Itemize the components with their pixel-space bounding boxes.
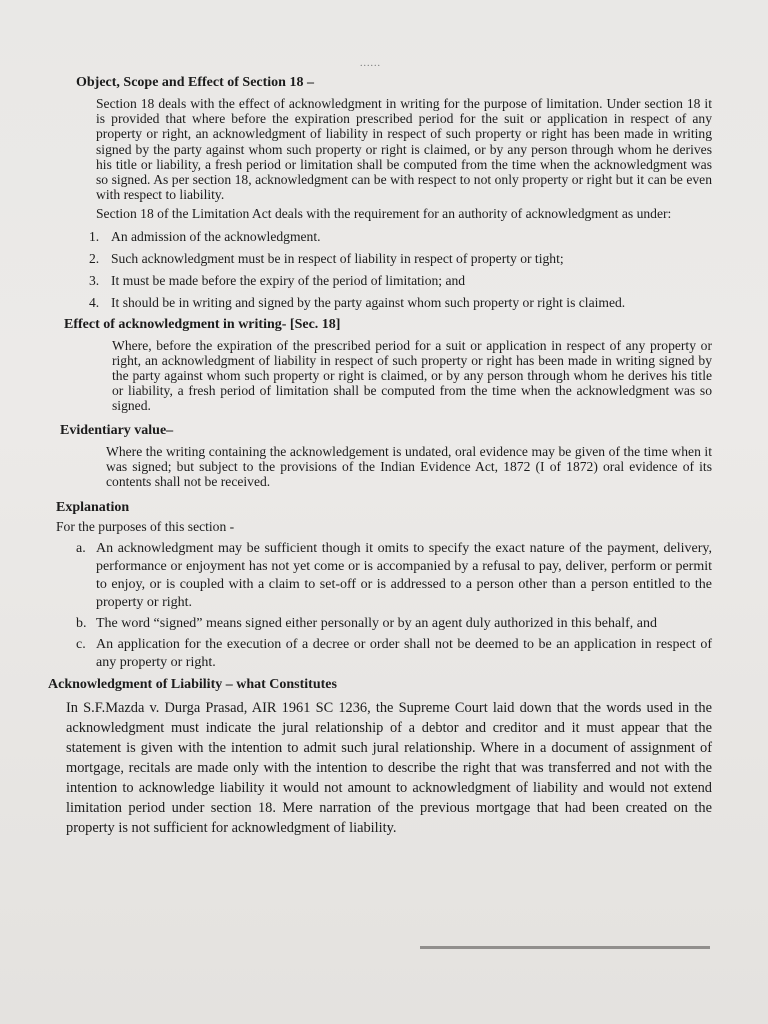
section-heading-effect: Effect of acknowledgment in writing- [Sec. 18] (64, 316, 341, 332)
list-item: a. An acknowledgment may be sufficient though it omits to specify the exact nature of the payment, delivery, performance or enjoyment has not yet come or is accompanied by a refusal to pay, deliver, perform or permit to enjoy, or is coupled with a claim to set-off or is addressed to a person other than a person entitled to the property or right. (76, 541, 712, 611)
requirements-list (56, 226, 712, 314)
page-top-mark: ...... (360, 58, 381, 69)
list-item: 4. It should be in writing and signed by the party against whom such property or right is claimed. (89, 294, 626, 310)
list-item: 2. Such acknowledgment must be in respect of liability in respect of property or tight; (89, 250, 564, 266)
section-paragraph: In S.F.Mazda v. Durga Prasad, AIR 1961 SC 1236, the Supreme Court laid down that the words used in the acknowledgment must indicate the jural relationship of a debtor and creditor and it must appear that the statement is given with the intention to admit such jural relationship. Where in a document of assignment of mortgage, recitals are made only with the intention to describe the right that was transferred and not with the intention to acknowledge liability it would not amount to acknowledgment of liability and would not extend limitation period under section 18. Mere narration of the previous mortgage that had been created on the property is not sufficient for acknowledgment of liability. (66, 700, 712, 837)
list-item: 3. It must be made before the expiry of the period of limitation; and (89, 272, 466, 288)
list-item: 1. An admission of the acknowledgment. (89, 228, 321, 244)
bottom-rule (420, 946, 710, 949)
section-paragraph: Section 18 deals with the effect of acknowledgment in writing for the purpose of limitation. Under section 18 it is provided that where before the expiration prescribed period for the suit or application in respect of any property or right, an acknowledgment of liability in respect of such property or right has been made in writing signed by the party against whom such property or right is claimed, or by any person through whom he derives his title or liability, a fresh period or limitation shall be computed from the time when the acknowledgment was so signed. As per section 18, acknowledgment can be with respect to not only property or right but it can be even with respect to liability. (96, 96, 712, 203)
section-heading-object-scope: Object, Scope and Effect of Section 18 – (76, 75, 314, 90)
document-content (48, 74, 712, 838)
list-item: b. The word “signed” means signed either personally or by an agent duly authorized in this behalf, and (76, 616, 657, 632)
section-paragraph: Where the writing containing the acknowledgement is undated, oral evidence may be given of the time when it was signed; but subject to the provisions of the Indian Evidence Act, 1872 (I of 1872) oral evidence of its contents shall not be received. (106, 443, 712, 490)
section-heading-explanation: Explanation (56, 500, 130, 516)
list-item: c. An application for the execution of a decree or order shall not be deemed to be an application in respect of any property or right. (76, 637, 712, 671)
section-lead: For the purposes of this section - (56, 519, 235, 535)
explanation-list (56, 540, 712, 672)
section-paragraph: Where, before the expiration of the prescribed period for a suit or application in respect of any property or right, an acknowledgment of liability in respect of such property or right has been made in writing signed by the party against whom such property or right is claimed, or by any person through whom he derives his title or liability, a fresh period of limitation shall be computed from the time when the acknowledgment was so signed. (112, 337, 712, 414)
section-paragraph: Section 18 of the Limitation Act deals with the requirement for an authority of acknowledgment as under: (96, 206, 672, 222)
section-heading-acknowledgment-liability: Acknowledgment of Liability – what Constitutes (48, 677, 337, 693)
section-heading-evidentiary: Evidentiary value– (60, 422, 174, 438)
